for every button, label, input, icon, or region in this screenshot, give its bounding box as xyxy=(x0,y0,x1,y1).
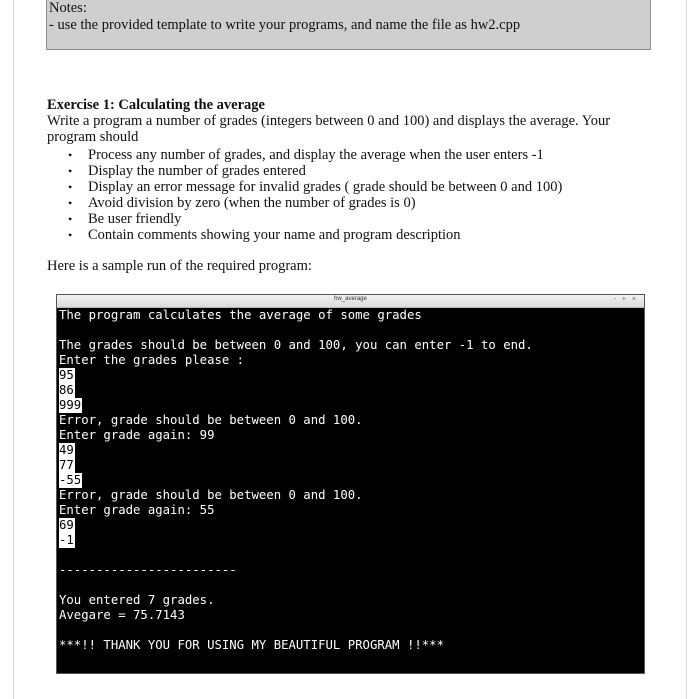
sample-run-label: Here is a sample run of the required program: xyxy=(47,258,312,274)
requirement-text: Contain comments showing your name and program description xyxy=(88,227,461,243)
requirement-item xyxy=(47,195,647,211)
bullet-icon: • xyxy=(68,228,73,242)
requirement-text: Display the number of grades entered xyxy=(88,163,306,179)
terminal-output-line xyxy=(59,593,642,608)
requirement-text: Display an error message for invalid grades ( grade should be between 0 and 100) xyxy=(88,179,563,195)
bullet-icon: • xyxy=(68,164,73,178)
exercise-description: Write a program a number of grades (integers between 0 and 100) and displays the average. Your program should xyxy=(47,113,611,145)
bullet-icon: • xyxy=(68,148,73,162)
terminal-output-line xyxy=(59,608,642,623)
requirement-text: Be user friendly xyxy=(88,211,182,227)
requirements-list xyxy=(47,147,647,243)
bullet-icon: • xyxy=(68,212,73,226)
terminal-screenshot xyxy=(56,294,645,674)
terminal-output-line xyxy=(59,353,642,368)
terminal-line-text: 95 xyxy=(59,368,74,382)
terminal-line-text: 77 xyxy=(59,458,74,472)
terminal-titlebar xyxy=(57,295,644,308)
terminal-line-text: ***!! THANK YOU FOR USING MY BEAUTIFUL PROGRAM !!*** xyxy=(59,638,444,652)
terminal-title: hw_average xyxy=(334,296,367,302)
requirement-text: Avoid division by zero (when the number of grades is 0) xyxy=(88,195,416,211)
notes-line: - use the provided template to write your programs, and name the file as hw2.cpp xyxy=(49,17,521,33)
terminal-output-line xyxy=(59,308,642,323)
page-left-edge xyxy=(13,0,14,699)
exercise-title: Exercise 1: Calculating the average xyxy=(47,97,265,113)
requirement-item xyxy=(47,211,647,227)
terminal-input-line xyxy=(59,398,642,413)
terminal-output xyxy=(59,308,642,653)
terminal-line-text: 49 xyxy=(59,443,74,457)
terminal-line-text: Enter the grades please : xyxy=(59,353,245,367)
terminal-input-line xyxy=(59,533,642,548)
requirement-item xyxy=(47,179,647,195)
terminal-input-line xyxy=(59,473,642,488)
terminal-line-text: 69 xyxy=(59,518,74,532)
terminal-input-line xyxy=(59,518,642,533)
terminal-output-line xyxy=(59,578,642,593)
terminal-line-text: Error, grade should be between 0 and 100. xyxy=(59,413,363,427)
requirement-item xyxy=(47,163,647,179)
page-right-edge xyxy=(686,0,687,699)
terminal-line-text: Avegare = 75.7143 xyxy=(59,608,185,622)
bullet-icon: • xyxy=(68,196,73,210)
terminal-input-line xyxy=(59,443,642,458)
terminal-output-line xyxy=(59,623,642,638)
terminal-output-line xyxy=(59,428,642,443)
terminal-input-line xyxy=(59,383,642,398)
requirement-item xyxy=(47,147,647,163)
terminal-output-line xyxy=(59,338,642,353)
terminal-line-text: -55 xyxy=(59,473,82,487)
terminal-output-line xyxy=(59,638,642,653)
terminal-line-text: The grades should be between 0 and 100, you can enter -1 to end. xyxy=(59,338,533,352)
terminal-line-text: Error, grade should be between 0 and 100. xyxy=(59,488,363,502)
terminal-line-text: Enter grade again: 99 xyxy=(59,428,215,442)
terminal-line-text: ------------------------ xyxy=(59,563,237,577)
terminal-line-text: 86 xyxy=(59,383,74,397)
terminal-output-line xyxy=(59,548,642,563)
terminal-output-line xyxy=(59,488,642,503)
terminal-line-text: -1 xyxy=(59,533,74,547)
terminal-line-text: The program calculates the average of some grades xyxy=(59,308,422,322)
window-controls-icon: - + × xyxy=(613,296,638,303)
requirement-text: Process any number of grades, and display the average when the user enters -1 xyxy=(88,147,544,163)
terminal-output-line xyxy=(59,323,642,338)
exercise-section xyxy=(47,97,647,274)
terminal-line-text: You entered 7 grades. xyxy=(59,593,215,607)
terminal-line-text: Enter grade again: 55 xyxy=(59,503,215,517)
terminal-output-line xyxy=(59,503,642,518)
bullet-icon: • xyxy=(68,180,73,194)
terminal-line-text: 999 xyxy=(59,398,82,412)
requirement-item xyxy=(47,227,647,243)
notes-box xyxy=(46,0,651,50)
terminal-input-line xyxy=(59,368,642,383)
terminal-output-line xyxy=(59,563,642,578)
terminal-input-line xyxy=(59,458,642,473)
notes-title: Notes: xyxy=(49,0,87,16)
terminal-output-line xyxy=(59,413,642,428)
